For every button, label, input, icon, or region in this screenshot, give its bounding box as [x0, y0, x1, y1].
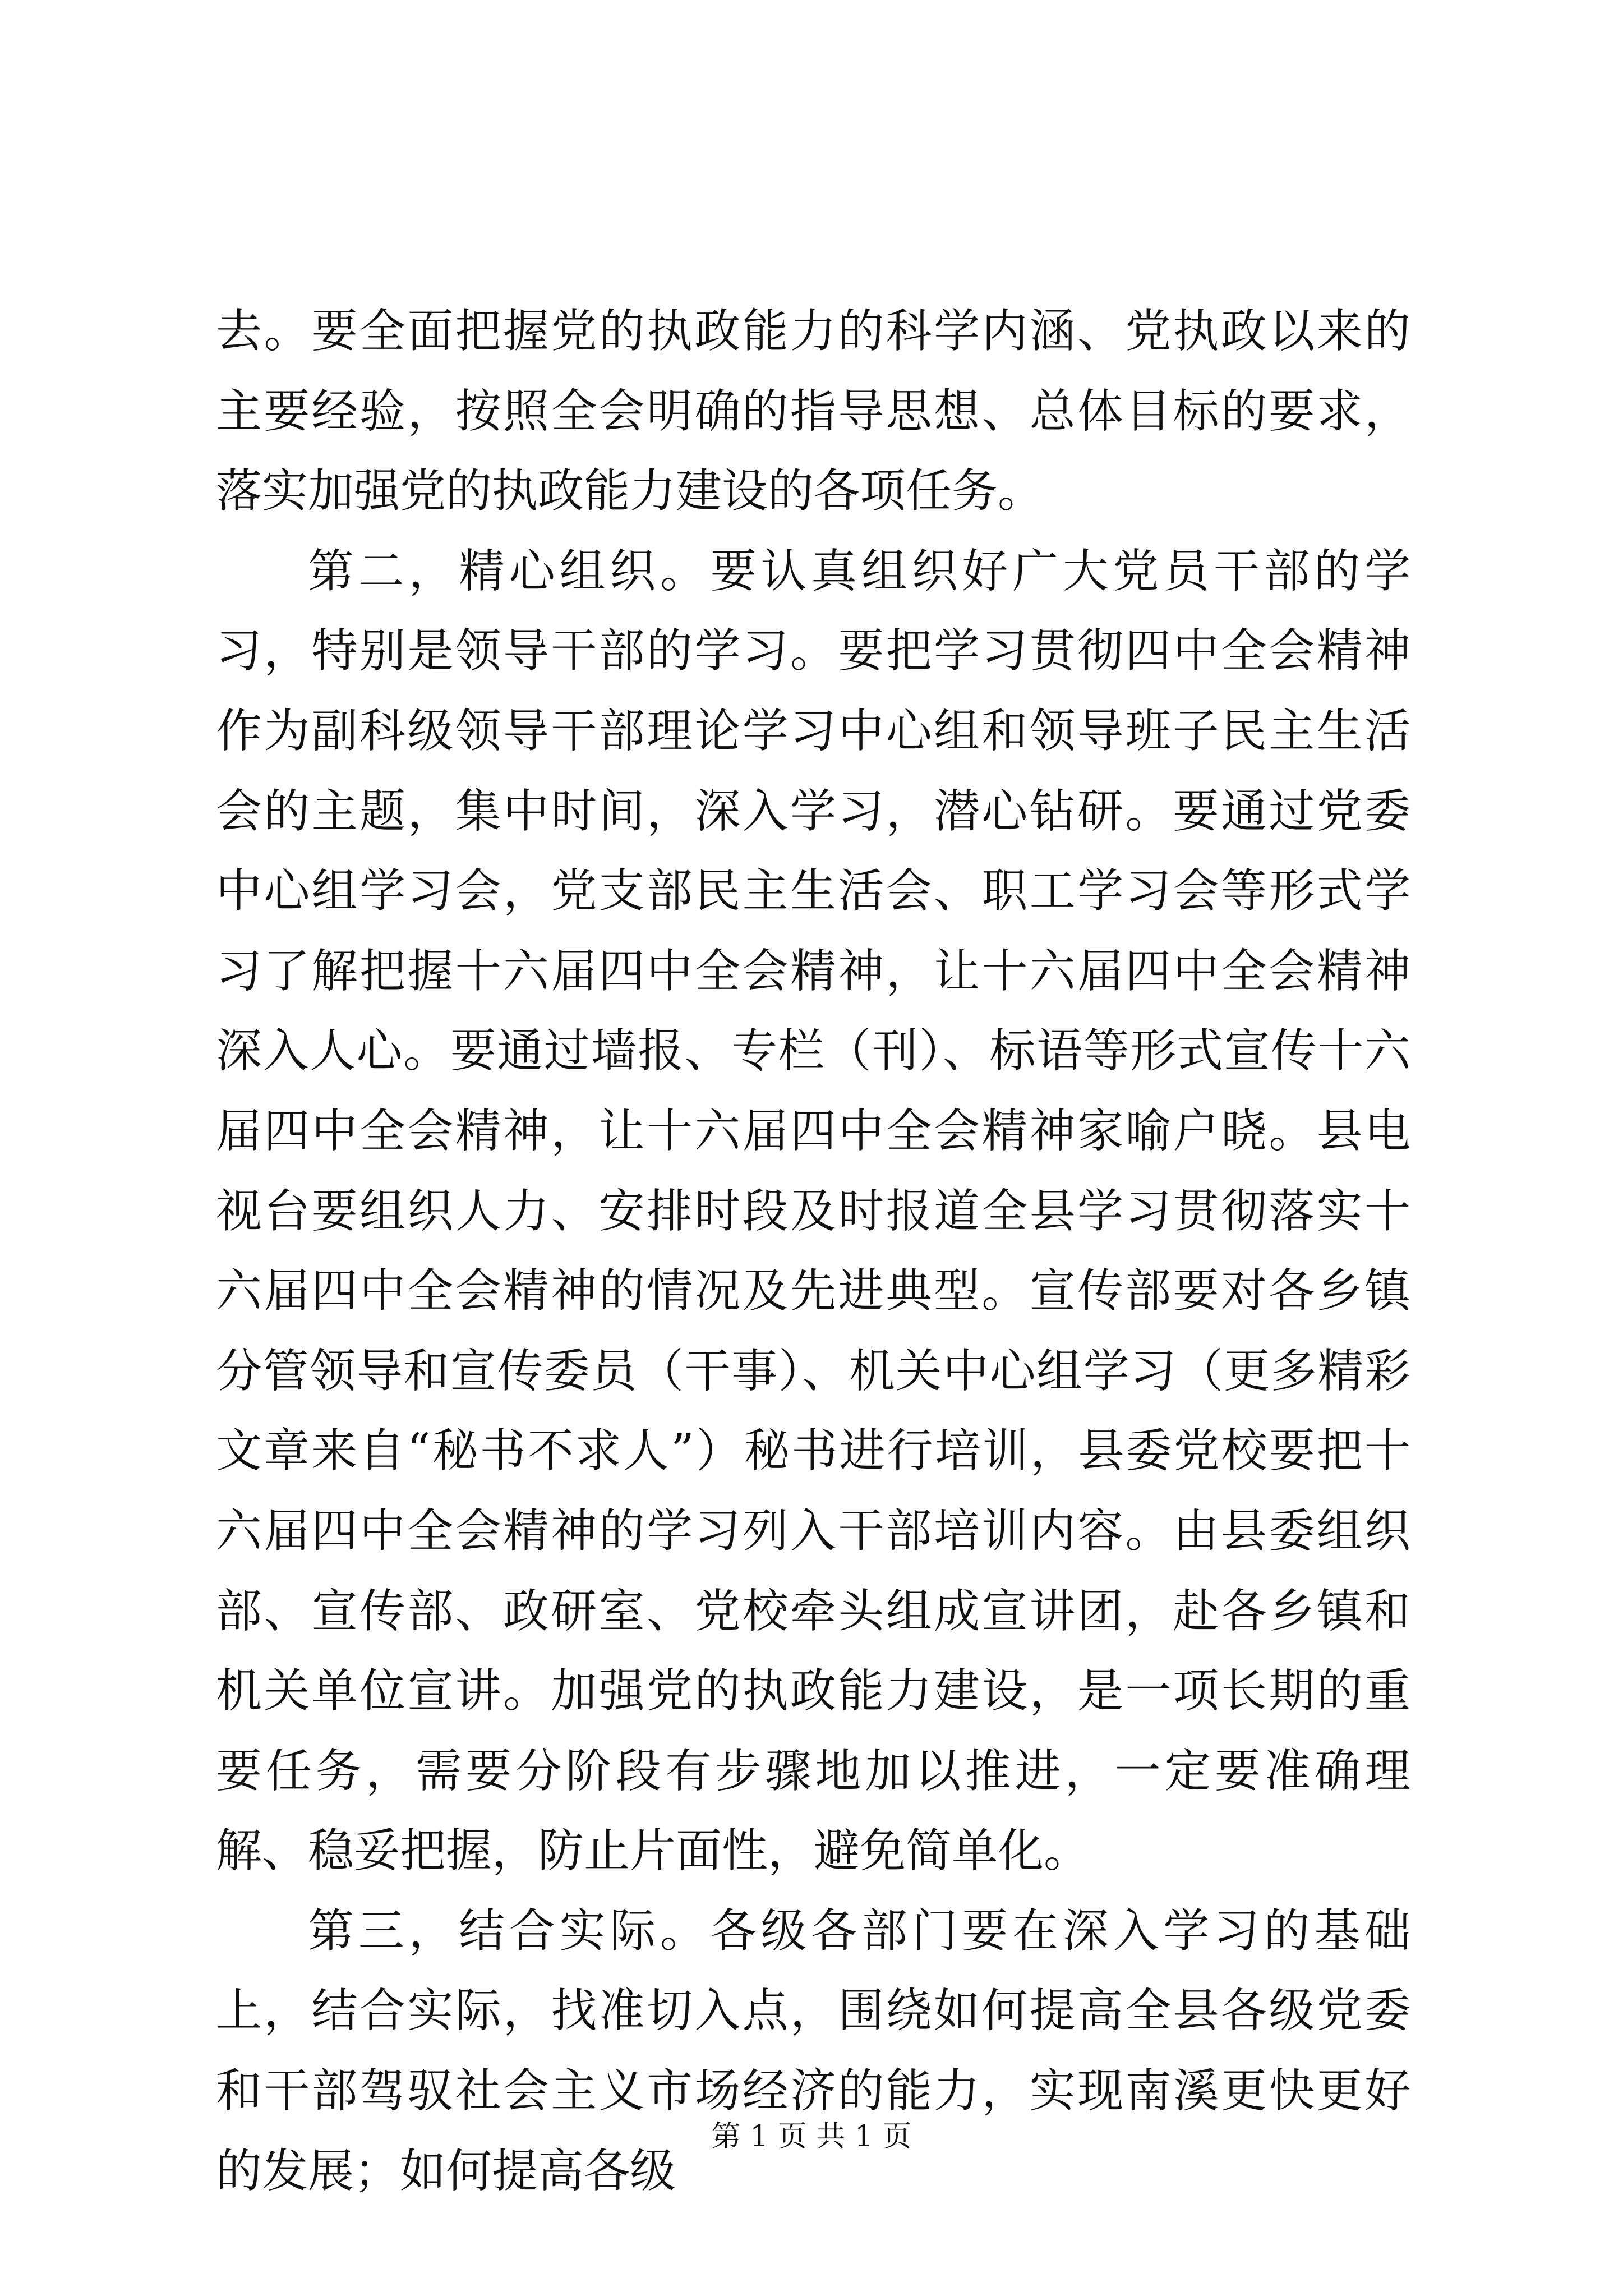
paragraph-continuation: 去。要全面把握党的执政能力的科学内涵、党执政以来的主要经验，按照全会明确的指导思想、总体目标的要求，落实加强党的执政能力建设的各项任务。 [216, 305, 1410, 518]
page-footer: 第 1 页 共 1 页 [711, 2120, 912, 2154]
paragraph-second-organize: 第二，精心组织。要认真组织好广大党员干部的学习，特别是领导干部的学习。要把学习贯彻四中全会精神作为副科级领导干部理论学习中心组和领导班子民主生活会的主题，集中时间，深入学习，潜心钻研。要通过党委中心组学习会，党支部民主生活会、职工学习会等形式学习了解把握十六届四中全会精神，让十六届四中全会精神深入人心。要通过墙报、专栏（刊）、标语等形式宣传十六届四中全会精神，让十六届四中全会精神家喻户晓。县电视台要组织人力、安排时段及时报道全县学习贯彻落实十六届四中全会精神的情况及先进典型。宣传部要对各乡镇分管领导和宣传委员（干事）、机关中心组学习（更多精彩文章来自“秘书不求人”）秘书进行培训，县委党校要把十六届四中全会精神的学习列入干部培训内容。由县委组织部、宣传部、政研室、党校牵头组成宣讲团，赴各乡镇和机关单位宣讲。加强党的执政能力建设，是一项长期的重要任务，需要分阶段有步骤地加以推进，一定要准确理解、稳妥把握，防止片面性，避免简单化。 [216, 544, 1410, 1878]
paragraph-third-practice: 第三，结合实际。各级各部门要在深入学习的基础上，结合实际，找准切入点，围绕如何提高全县各级党委和干部驾驭社会主义市场经济的能力，实现南溪更快更好的发展；如何提高各级 [216, 1904, 1410, 2198]
document-body [216, 292, 1410, 2211]
